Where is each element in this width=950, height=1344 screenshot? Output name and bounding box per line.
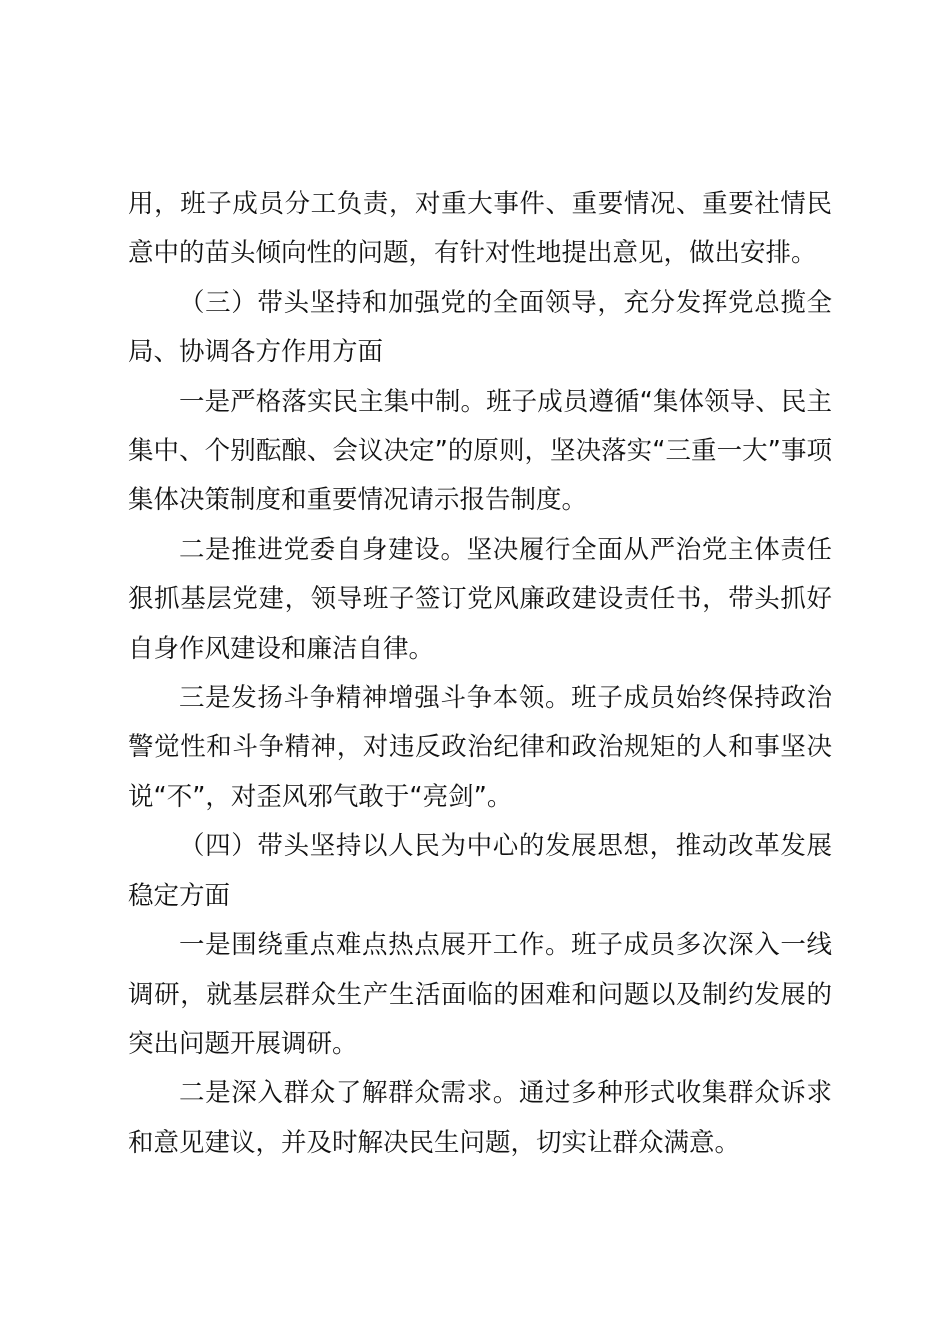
paragraph-key-work: 一是围绕重点难点热点展开工作。班子成员多次深入一线调研，就基层群众生产生活面临的困难和问题以及制约发展的突出问题开展调研。 — [128, 930, 832, 1059]
paragraph-party-building: 二是推进党委自身建设。坚决履行全面从严治党主体责任狠抓基层党建，领导班子签订党风廉政建设责任书，带头抓好自身作风建设和廉洁自律。 — [128, 534, 832, 664]
paragraph-public-needs: 二是深入群众了解群众需求。通过多种形式收集群众诉求和意见建议，并及时解决民生问题，切实让群众满意。 — [128, 1078, 832, 1158]
paragraph-democratic-centralism: 一是严格落实民主集中制。班子成员遵循“集体领导、民主集中、个别酝酿、会议决定”的原则，坚决落实“三重一大”事项集体决策制度和重要情况请示报告制度。 — [128, 386, 832, 516]
paragraph-continuation: 用，班子成员分工负责，对重大事件、重要情况、重要社情民意中的苗头倾向性的问题，有针对性地提出意见，做出安排。 — [128, 189, 832, 269]
section-heading-4: （四）带头坚持以人民为中心的发展思想，推动改革发展稳定方面 — [128, 831, 832, 911]
document-body — [128, 180, 832, 1168]
section-heading-3: （三）带头坚持和加强党的全面领导，充分发挥党总揽全局、协调各方作用方面 — [128, 287, 832, 368]
paragraph-struggle-spirit: 三是发扬斗争精神增强斗争本领。班子成员始终保持政治警觉性和斗争精神，对违反政治纪律和政治规矩的人和事坚决说“不”，对歪风邪气敢于“亮剑”。 — [128, 683, 832, 812]
